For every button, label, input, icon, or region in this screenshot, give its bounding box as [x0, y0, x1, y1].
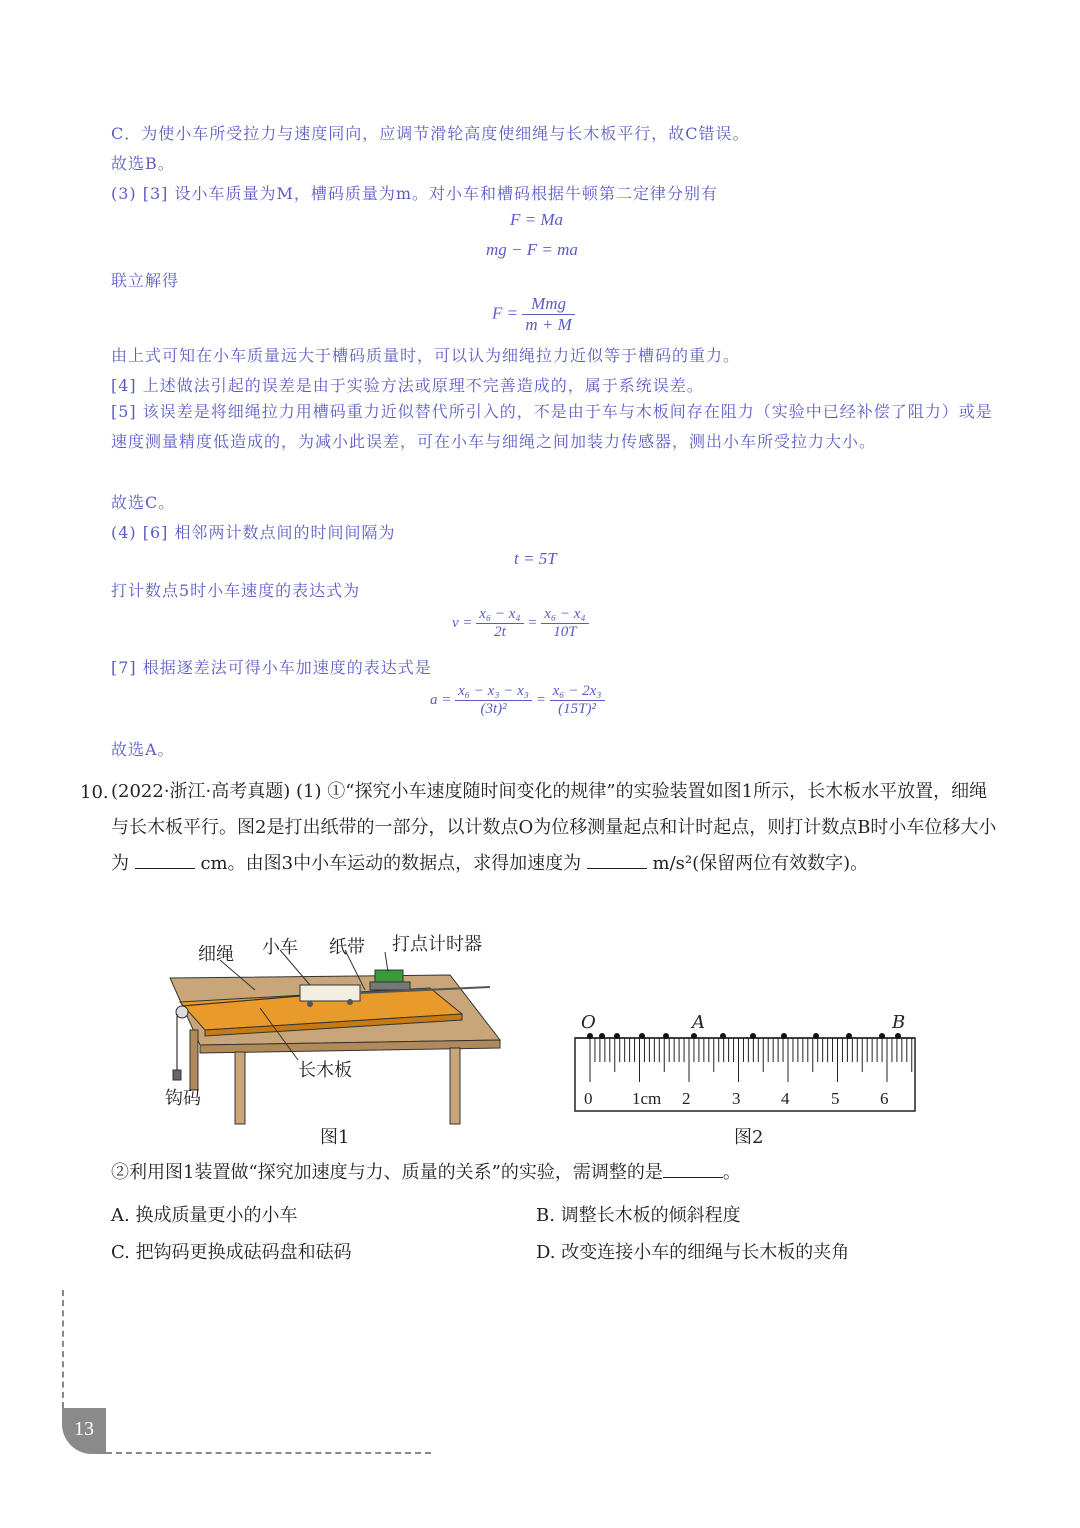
ruler-label: 5: [831, 1089, 840, 1108]
eq6-lhs: a =: [430, 691, 452, 708]
tape-dot: [691, 1033, 697, 1039]
page-number: 13: [62, 1408, 106, 1454]
solution-part3: (3) [3] 设小车质量为M，槽码质量为m。对小车和槽码根据牛顿第二定律分别有: [111, 184, 719, 203]
ruler-point-a: A: [692, 1012, 705, 1033]
ruler-label: 4: [781, 1089, 790, 1108]
tape-dot: [587, 1033, 593, 1039]
eq3-numerator: Mmg: [522, 294, 574, 315]
option-d[interactable]: D. 改变连接小车的细绳与长木板的夹角: [536, 1242, 850, 1263]
equation-velocity: [452, 606, 589, 641]
ruler-point-b: B: [892, 1012, 906, 1033]
equation-acceleration: [430, 683, 605, 718]
question-number: 10.: [80, 782, 109, 803]
label-board: 长木板: [298, 1060, 352, 1081]
ruler-point-o: O: [581, 1012, 596, 1033]
ruler-label: 6: [880, 1089, 889, 1108]
solution-line-c: C．为使小车所受拉力与速度同向，应调节滑轮高度使细绳与长木板平行，故C错误。: [111, 124, 750, 143]
eq5-den1: 2t: [494, 624, 506, 640]
option-c[interactable]: C. 把钩码更换成砝码盘和砝码: [111, 1242, 352, 1263]
equation-mg-f: mg − F = ma: [486, 240, 578, 259]
figure2-ruler: [570, 1010, 920, 1115]
eq5-num1: x₆ − x₄: [476, 606, 523, 624]
question-part2-end: 。: [722, 1162, 741, 1183]
eq6-den2: (15T)²: [558, 701, 596, 717]
option-b[interactable]: B. 调整长木板的倾斜程度: [536, 1205, 741, 1226]
eq3-lhs: F =: [492, 303, 519, 323]
solution-choose-a: 故选A。: [111, 740, 175, 759]
label-rope: 细绳: [198, 944, 234, 965]
ruler-label: 1cm: [632, 1089, 662, 1108]
eq5-equals: =: [527, 614, 538, 631]
solution-4: [4] 上述做法引起的误差是由于实验方法或原理不完善造成的，属于系统误差。: [111, 376, 704, 395]
eq3-denominator: m + M: [525, 315, 572, 334]
question-part2: [111, 1158, 741, 1184]
answer-blank-1[interactable]: [135, 850, 195, 869]
question-part1: (2022·浙江·高考真题) (1) ①“探究小车速度随时间变化的规律”的实验装置如图1所示，长木板水平放置，细绳与长木板平行。图2是打出纸带的一部分，以计数点O为位移测量起点和计时起点，则打计数点B时小车位移大小为: [111, 781, 997, 874]
label-weight: 钩码: [165, 1088, 201, 1109]
label-tape: 纸带: [329, 937, 365, 958]
ruler-label: 0: [584, 1089, 593, 1108]
eq5-lhs: v =: [452, 614, 473, 631]
label-timer: 打点计时器: [392, 934, 482, 955]
equation-t-5t: t = 5T: [514, 549, 557, 568]
figure1-caption: 图1: [320, 1127, 350, 1148]
tape-dot: [781, 1033, 787, 1039]
solution-choose-c: 故选C。: [111, 493, 176, 512]
solution-acceleration: [7] 根据逐差法可得小车加速度的表达式是: [111, 658, 432, 677]
label-cart: 小车: [262, 937, 298, 958]
solution-velocity: 打计数点5时小车速度的表达式为: [111, 581, 361, 600]
ruler-label: 2: [682, 1089, 691, 1108]
eq5-den2: 10T: [553, 624, 577, 640]
question-text: [111, 774, 1001, 882]
eq6-equals: =: [535, 691, 546, 708]
option-a[interactable]: A. 换成质量更小的小车: [111, 1205, 298, 1226]
question-unit-cm: cm。由图3中小车运动的数据点，求得加速度为: [200, 853, 582, 874]
eq6-den1: (3t)²: [480, 701, 507, 717]
answer-blank-3[interactable]: [663, 1159, 723, 1178]
solution-part4: (4) [6] 相邻两计数点间的时间间隔为: [111, 523, 396, 542]
equation-f-ma: F = Ma: [510, 210, 564, 229]
tape-dot: [750, 1033, 756, 1039]
tape-dot: [663, 1033, 669, 1039]
ruler-label: 3: [732, 1089, 741, 1108]
eq6-num2: x₆ − 2x₃: [550, 683, 605, 701]
tape-dot: [879, 1033, 885, 1039]
tape-dot: [813, 1033, 819, 1039]
solution-conclusion: 由上式可知在小车质量远大于槽码质量时，可以认为细绳拉力近似等于槽码的重力。: [111, 346, 741, 365]
tape-dot: [720, 1033, 726, 1039]
solution-choose-b: 故选B。: [111, 154, 175, 173]
eq5-num2: x₆ − x₄: [541, 606, 588, 624]
question-part2-text: ②利用图1装置做“探究加速度与力、质量的关系”的实验，需调整的是: [111, 1162, 663, 1183]
eq6-num1: x₆ − x₃ − x₃: [455, 683, 532, 701]
tape-dot: [895, 1033, 901, 1039]
equation-f-frac: [492, 294, 575, 335]
tape-dot: [846, 1033, 852, 1039]
tape-dot: [614, 1033, 620, 1039]
tape-dot: [599, 1033, 605, 1039]
question-unit-ms2: m/s²(保留两位有效数字)。: [652, 853, 869, 874]
solution-solve: 联立解得: [111, 271, 180, 290]
figure2-caption: 图2: [734, 1127, 764, 1148]
answer-blank-2[interactable]: [587, 850, 647, 869]
page-border-horizontal: [106, 1452, 431, 1454]
solution-5: [5] 该误差是将细绳拉力用槽码重力近似替代所引入的，不是由于车与木板间存在阻力（实验中已经补偿了阻力）或是速度测量精度低造成的，为减小此误差，可在小车与细绳之间加装力传感器，测出小车所受拉力大小。: [111, 402, 993, 451]
tape-dot: [639, 1033, 645, 1039]
page-border-vertical: [62, 1290, 64, 1408]
